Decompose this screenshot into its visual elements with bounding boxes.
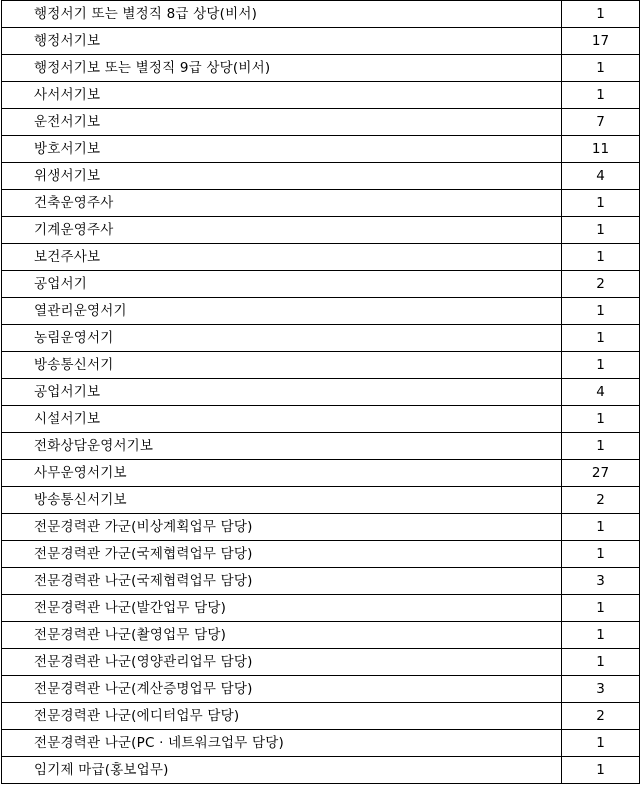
table-row xyxy=(2,163,640,190)
count-cell: 3 xyxy=(562,676,640,703)
position-cell: 전문경력관 나군(계산증명업무 담당) xyxy=(2,676,562,703)
table-row xyxy=(2,460,640,487)
position-cell: 운전서기보 xyxy=(2,109,562,136)
position-cell: 전문경력관 나군(PC · 네트워크업무 담당) xyxy=(2,730,562,757)
position-cell: 임기제 마급(홍보업무) xyxy=(2,757,562,784)
position-cell: 방호서기보 xyxy=(2,136,562,163)
table-row xyxy=(2,244,640,271)
count-cell: 1 xyxy=(562,622,640,649)
table-row xyxy=(2,568,640,595)
position-cell: 건축운영주사 xyxy=(2,190,562,217)
position-cell: 기계운영주사 xyxy=(2,217,562,244)
count-cell: 4 xyxy=(562,163,640,190)
table-row xyxy=(2,487,640,514)
table-row xyxy=(2,325,640,352)
position-cell: 사무운영서기보 xyxy=(2,460,562,487)
position-cell: 행정서기보 xyxy=(2,28,562,55)
count-cell: 1 xyxy=(562,541,640,568)
table-row xyxy=(2,379,640,406)
table-row xyxy=(2,433,640,460)
count-cell: 1 xyxy=(562,595,640,622)
position-cell: 전문경력관 가군(국제협력업무 담당) xyxy=(2,541,562,568)
position-cell: 시설서기보 xyxy=(2,406,562,433)
count-cell: 1 xyxy=(562,217,640,244)
count-cell: 3 xyxy=(562,568,640,595)
position-cell: 전문경력관 나군(국제협력업무 담당) xyxy=(2,568,562,595)
staffing-table-body xyxy=(2,1,640,784)
table-row xyxy=(2,541,640,568)
position-cell: 행정서기보 또는 별정직 9급 상당(비서) xyxy=(2,55,562,82)
table-row xyxy=(2,649,640,676)
count-cell: 4 xyxy=(562,379,640,406)
count-cell: 1 xyxy=(562,406,640,433)
table-row xyxy=(2,190,640,217)
table-row xyxy=(2,514,640,541)
count-cell: 1 xyxy=(562,190,640,217)
table-row xyxy=(2,757,640,784)
table-row xyxy=(2,217,640,244)
count-cell: 1 xyxy=(562,325,640,352)
position-cell: 위생서기보 xyxy=(2,163,562,190)
table-row xyxy=(2,406,640,433)
table-row xyxy=(2,298,640,325)
count-cell: 1 xyxy=(562,757,640,784)
position-cell: 행정서기 또는 별정직 8급 상당(비서) xyxy=(2,1,562,28)
position-cell: 농림운영서기 xyxy=(2,325,562,352)
table-row xyxy=(2,271,640,298)
staffing-table xyxy=(1,0,640,784)
table-row xyxy=(2,109,640,136)
position-cell: 전문경력관 가군(비상계획업무 담당) xyxy=(2,514,562,541)
position-cell: 공업서기 xyxy=(2,271,562,298)
count-cell: 11 xyxy=(562,136,640,163)
count-cell: 1 xyxy=(562,82,640,109)
position-cell: 전문경력관 나군(에디터업무 담당) xyxy=(2,703,562,730)
table-row xyxy=(2,730,640,757)
table-row xyxy=(2,595,640,622)
position-cell: 열관리운영서기 xyxy=(2,298,562,325)
count-cell: 27 xyxy=(562,460,640,487)
table-row xyxy=(2,622,640,649)
count-cell: 17 xyxy=(562,28,640,55)
count-cell: 2 xyxy=(562,271,640,298)
count-cell: 1 xyxy=(562,433,640,460)
count-cell: 1 xyxy=(562,514,640,541)
count-cell: 2 xyxy=(562,487,640,514)
table-row xyxy=(2,352,640,379)
position-cell: 전문경력관 나군(영양관리업무 담당) xyxy=(2,649,562,676)
table-row xyxy=(2,82,640,109)
count-cell: 2 xyxy=(562,703,640,730)
count-cell: 1 xyxy=(562,730,640,757)
position-cell: 전화상담운영서기보 xyxy=(2,433,562,460)
table-row xyxy=(2,28,640,55)
table-row xyxy=(2,136,640,163)
count-cell: 1 xyxy=(562,55,640,82)
position-cell: 사서서기보 xyxy=(2,82,562,109)
position-cell: 방송통신서기보 xyxy=(2,487,562,514)
position-cell: 공업서기보 xyxy=(2,379,562,406)
table-row xyxy=(2,676,640,703)
table-row xyxy=(2,55,640,82)
position-cell: 전문경력관 나군(발간업무 담당) xyxy=(2,595,562,622)
position-cell: 보건주사보 xyxy=(2,244,562,271)
count-cell: 1 xyxy=(562,298,640,325)
count-cell: 1 xyxy=(562,352,640,379)
table-row xyxy=(2,703,640,730)
count-cell: 1 xyxy=(562,1,640,28)
position-cell: 전문경력관 나군(촬영업무 담당) xyxy=(2,622,562,649)
position-cell: 방송통신서기 xyxy=(2,352,562,379)
count-cell: 1 xyxy=(562,649,640,676)
count-cell: 1 xyxy=(562,244,640,271)
table-row xyxy=(2,1,640,28)
count-cell: 7 xyxy=(562,109,640,136)
